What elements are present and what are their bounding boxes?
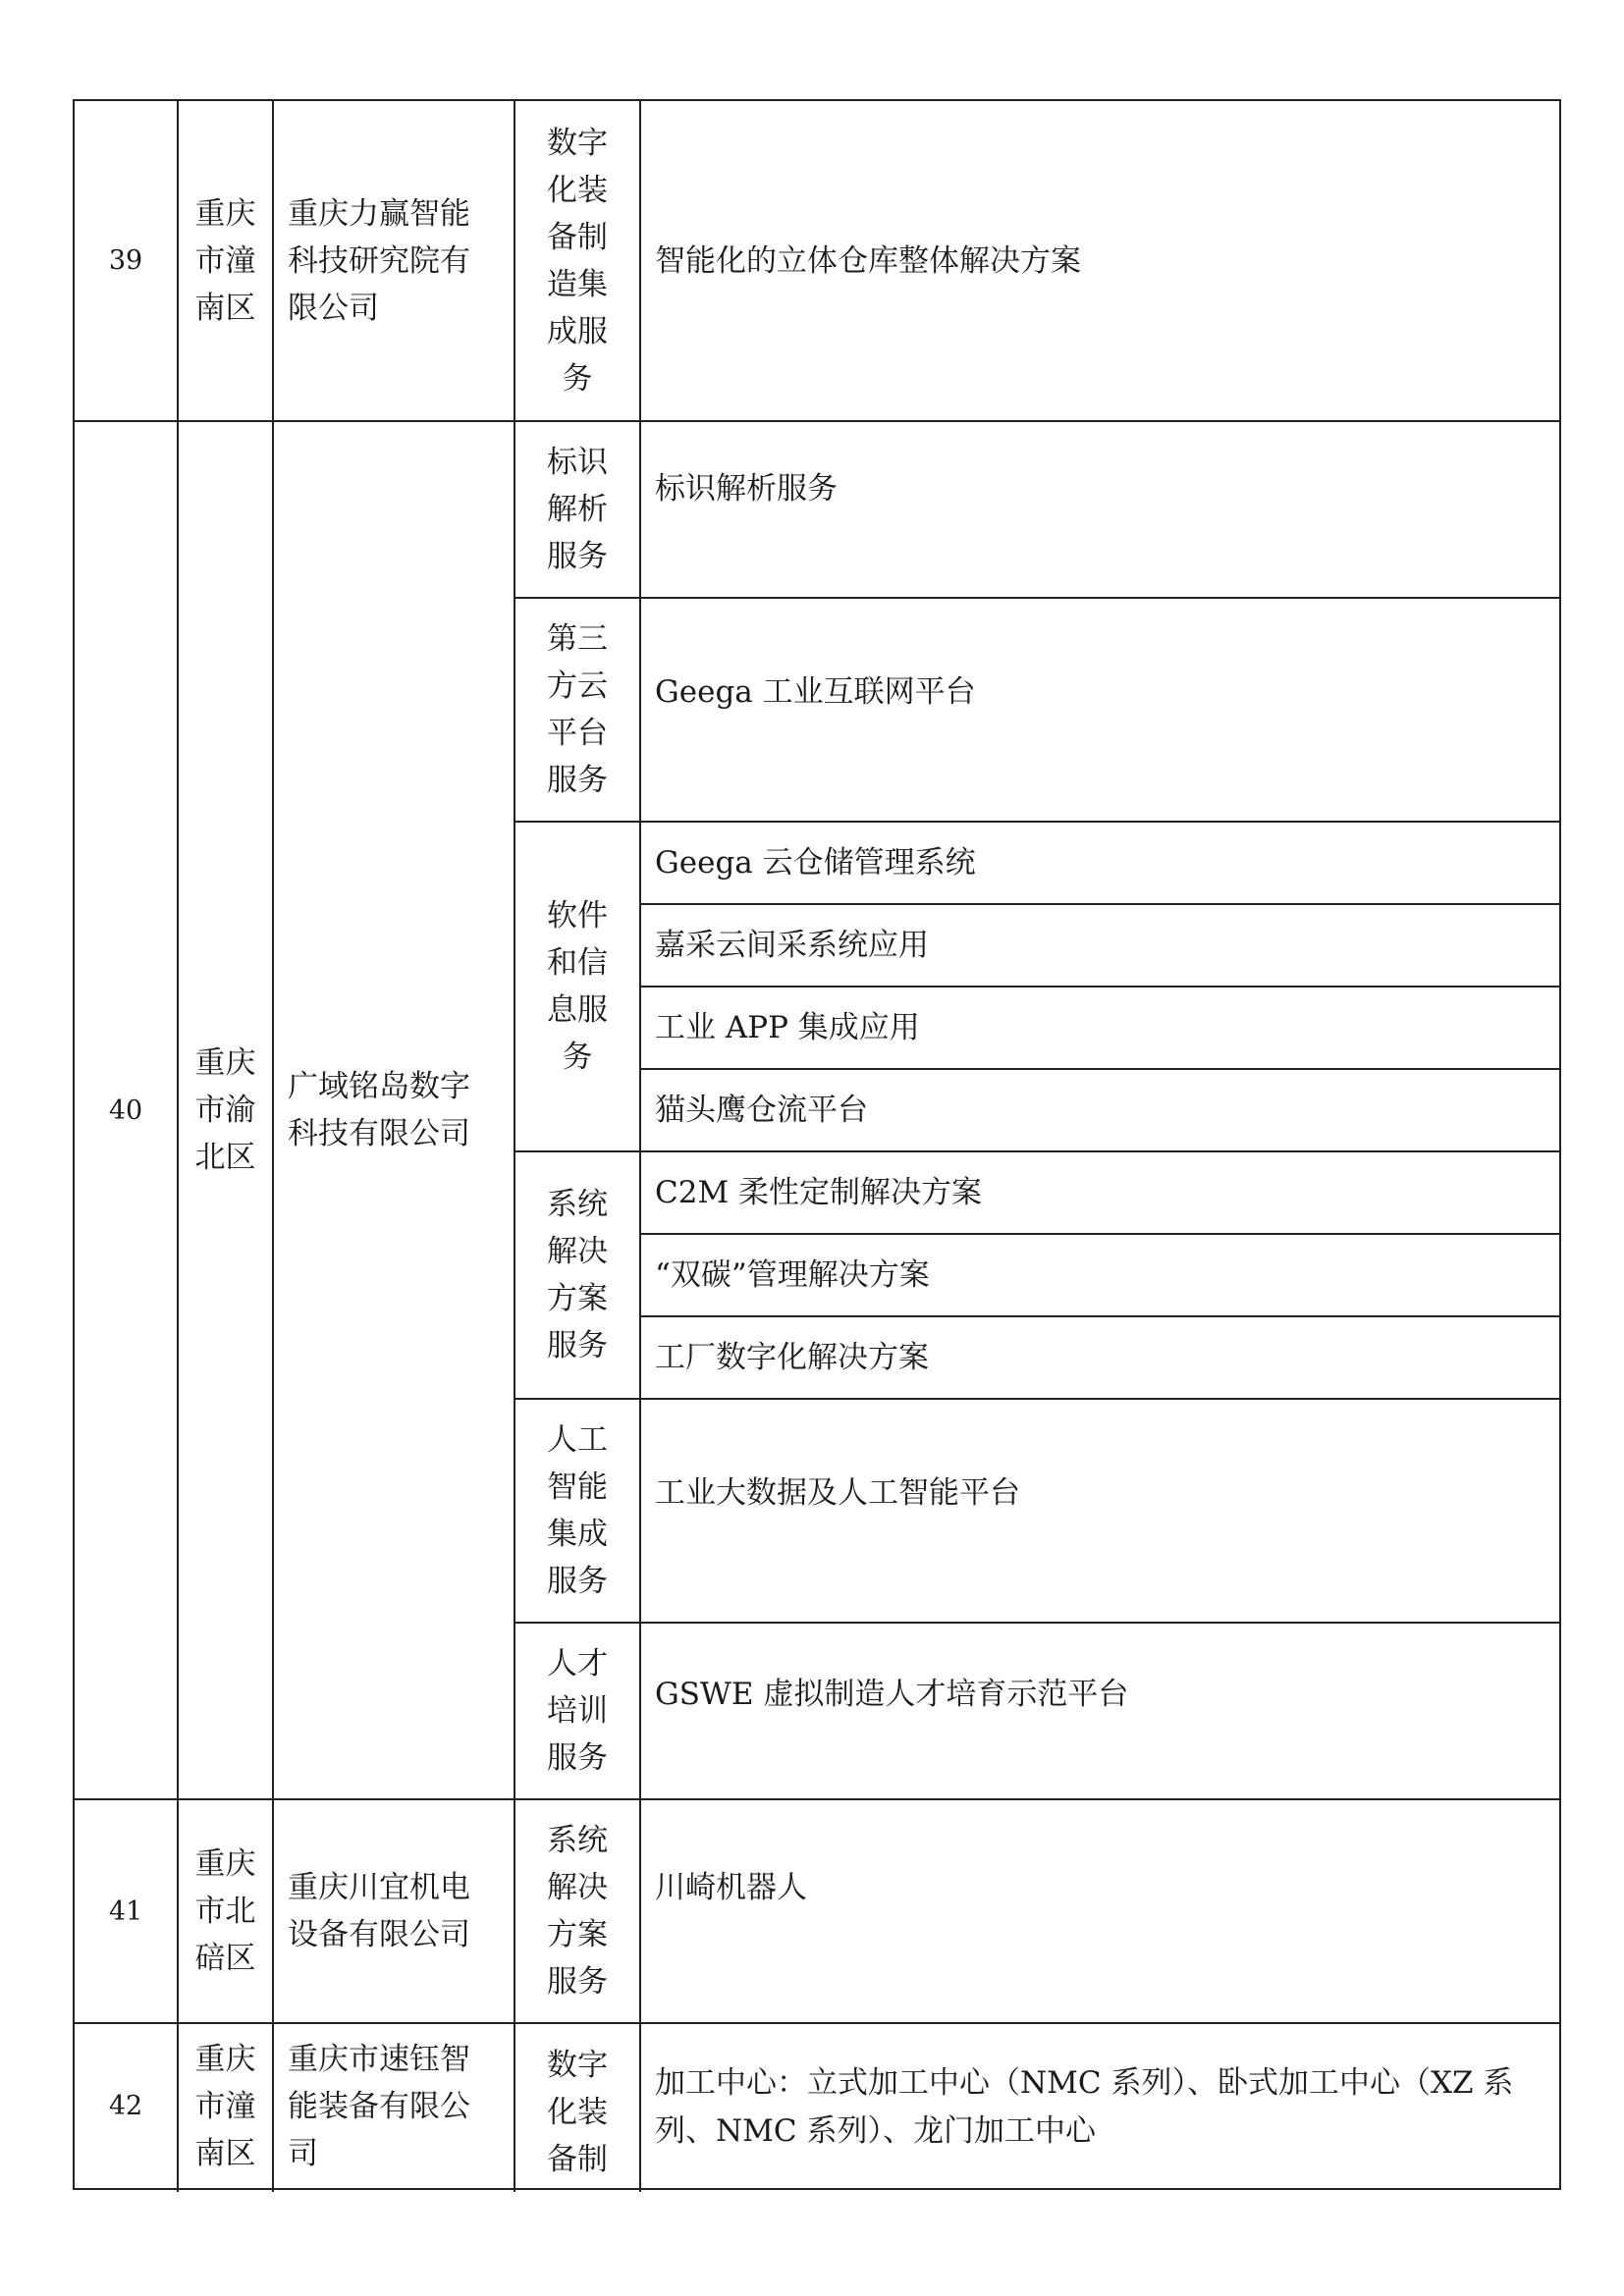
service-item-cell	[655, 1152, 1548, 1233]
company-text: 重庆力赢智能科技研究院有限公司	[288, 195, 470, 326]
company-cell	[288, 2024, 504, 2188]
region-text: 重庆市北碚区	[194, 1846, 256, 1976]
service-item-text: 工厂数字化解决方案	[655, 1340, 929, 1375]
service-item-cell	[655, 599, 1548, 821]
service-type-text: 人才培训服务	[547, 1646, 608, 1776]
service-item-text: Geega 云仓储管理系统	[655, 845, 976, 881]
service-item-cell	[655, 1400, 1548, 1622]
company-text: 重庆市速钰智能装备有限公司	[288, 2041, 470, 2171]
service-item-cell	[655, 101, 1548, 420]
service-item-text: C2M 柔性定制解决方案	[655, 1175, 983, 1210]
region-cell	[179, 1800, 272, 2022]
table-row-number	[75, 1800, 177, 2022]
row-number-text: 39	[108, 245, 143, 276]
service-type-cell	[515, 1152, 639, 1398]
company-cell	[288, 1800, 504, 2022]
region-cell	[179, 422, 272, 1798]
service-item-cell	[655, 1800, 1548, 2022]
service-type-cell	[515, 823, 639, 1150]
service-item-text: 工业 APP 集成应用	[655, 1010, 920, 1045]
service-item-text: GSWE 虚拟制造人才培育示范平台	[655, 1677, 1129, 1712]
row-number-text: 40	[108, 1095, 143, 1126]
company-text: 广域铭岛数字科技有限公司	[288, 1069, 470, 1151]
table-row-number	[75, 2024, 177, 2188]
region-text: 重庆市渝北区	[194, 1045, 256, 1175]
service-item-text: 工业大数据及人工智能平台	[655, 1475, 1020, 1511]
region-text: 重庆市潼南区	[194, 2041, 256, 2171]
row-number-text: 42	[108, 2091, 143, 2121]
service-item-text: 猫头鹰仓流平台	[655, 1093, 868, 1128]
service-item-cell	[655, 1235, 1548, 1315]
service-item-cell	[655, 823, 1548, 903]
company-cell	[288, 422, 504, 1798]
service-item-text: 嘉采云间采系统应用	[655, 928, 929, 963]
service-type-cell	[515, 2024, 639, 2188]
service-item-cell	[655, 422, 1548, 597]
service-type-text: 标识解析服务	[547, 445, 608, 574]
service-item-cell	[655, 905, 1548, 986]
service-type-cell	[515, 1400, 639, 1622]
service-item-cell	[655, 988, 1548, 1068]
service-item-cell	[655, 1624, 1548, 1798]
service-item-text: 川崎机器人	[655, 1870, 807, 1905]
service-type-text: 人工智能集成服务	[547, 1422, 608, 1599]
service-item-cell	[655, 1070, 1548, 1150]
table-row-number	[75, 101, 177, 420]
row-number-text: 41	[108, 1896, 143, 1927]
service-item-cell	[655, 2024, 1550, 2188]
service-type-cell	[515, 101, 639, 420]
table-row-number	[75, 422, 177, 1798]
service-type-cell	[515, 1624, 639, 1798]
service-item-text: Geega 工业互联网平台	[655, 674, 976, 710]
service-type-cell	[515, 422, 639, 597]
company-cell	[288, 101, 504, 420]
service-type-text: 第三方云平台服务	[547, 621, 608, 798]
column-divider	[272, 101, 274, 2192]
service-type-text: 数字化装备制造集成服务	[547, 125, 608, 397]
region-text: 重庆市潼南区	[194, 195, 256, 326]
service-type-text: 数字化装备制	[547, 2048, 608, 2177]
service-item-text: 加工中心：立式加工中心（NMC 系列）、卧式加工中心（XZ 系列、NMC 系列）、龙门加工中心	[655, 2065, 1514, 2149]
company-text: 重庆川宜机电设备有限公司	[288, 1870, 470, 1952]
service-item-text: “双碳”管理解决方案	[655, 1257, 930, 1293]
region-cell	[179, 2024, 272, 2188]
service-type-cell	[515, 599, 639, 821]
service-type-text: 系统解决方案服务	[547, 1187, 608, 1363]
service-item-text: 智能化的立体仓库整体解决方案	[655, 242, 1081, 279]
region-cell	[179, 101, 272, 420]
service-type-text: 软件和信息服务	[547, 898, 608, 1075]
service-type-text: 系统解决方案服务	[547, 1823, 608, 2000]
service-item-cell	[655, 1317, 1548, 1398]
service-provider-table	[73, 99, 1561, 2190]
column-divider	[639, 101, 641, 2192]
service-type-cell	[515, 1800, 639, 2022]
service-item-text: 标识解析服务	[655, 471, 838, 507]
